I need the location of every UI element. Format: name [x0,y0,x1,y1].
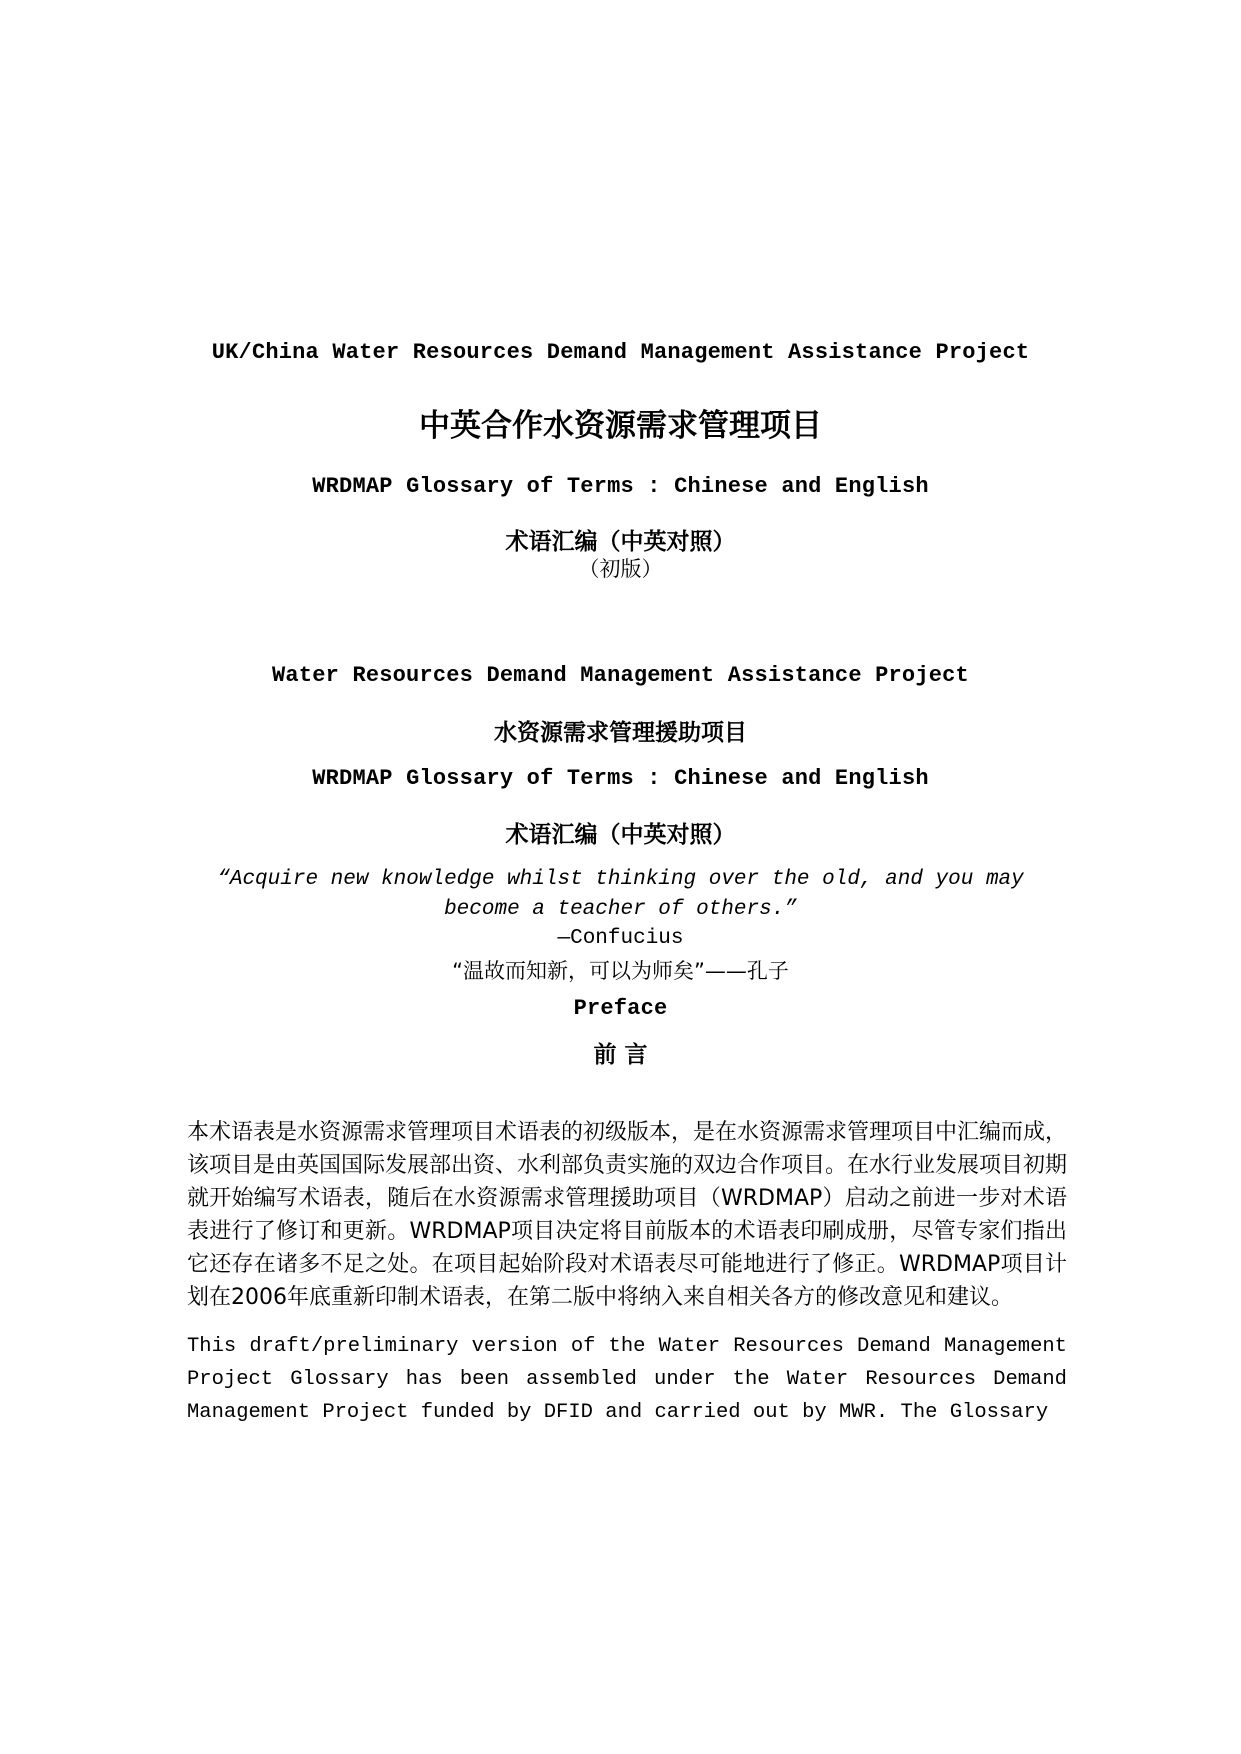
edition-label: （初版） [578,557,663,581]
preface-paragraph-en: This draft/preliminary version of the Water Resources Demand Management Project Glossary has been assembled under the Water Resources Demand Management Project funded by DFID and carried out by MWR. The Glossary [187,1335,1067,1424]
quote-author: —Confucius [557,927,684,950]
sub-project-title-cn: 水资源需求管理援助项目 [494,720,747,746]
sub-project-title-en: Water Resources Demand Management Assistance Project [272,663,969,688]
project-title-cn: 中英合作水资源需求管理项目 [419,408,822,444]
quote-chinese: “温故而知新，可以为师矣”——孔子 [452,959,789,983]
project-title-en: UK/China Water Resources Demand Management Assistance Project [211,340,1030,365]
sub-glossary-title-cn: 术语汇编（中英对照） [505,822,736,848]
glossary-title-en: WRDMAP Glossary of Terms : Chinese and English [312,474,929,499]
preface-title-cn: 前 言 [593,1042,648,1068]
quote-line-2: become a teacher of others.” [444,898,797,921]
quote-line-1: “Acquire new knowledge whilst thinking over the old, and you may [217,868,1024,891]
preface-paragraph-cn: 本术语表是水资源需求管理项目术语表的初级版本，是在水资源需求管理项目中汇编而成，该项目是由英国国际发展部出资、水利部负责实施的双边合作项目。在水行业发展项目初期就开始编写术语表，随后在水资源需求管理援助项目（WRDMAP）启动之前进一步对术语表进行了修订和更新。WRDMAP项目决定将目前版本的术语表印刷成册，尽管专家们指出它还存在诸多不足之处。在项目起始阶段对术语表尽可能地进行了修正。WRDMAP项目计划在2006年底重新印制术语表，在第二版中将纳入来自相关各方的修改意见和建议。 [187,1120,1068,1310]
glossary-title-cn: 术语汇编（中英对照） [505,529,736,555]
sub-glossary-title-en: WRDMAP Glossary of Terms : Chinese and English [312,766,929,791]
preface-title-en: Preface [573,996,668,1021]
